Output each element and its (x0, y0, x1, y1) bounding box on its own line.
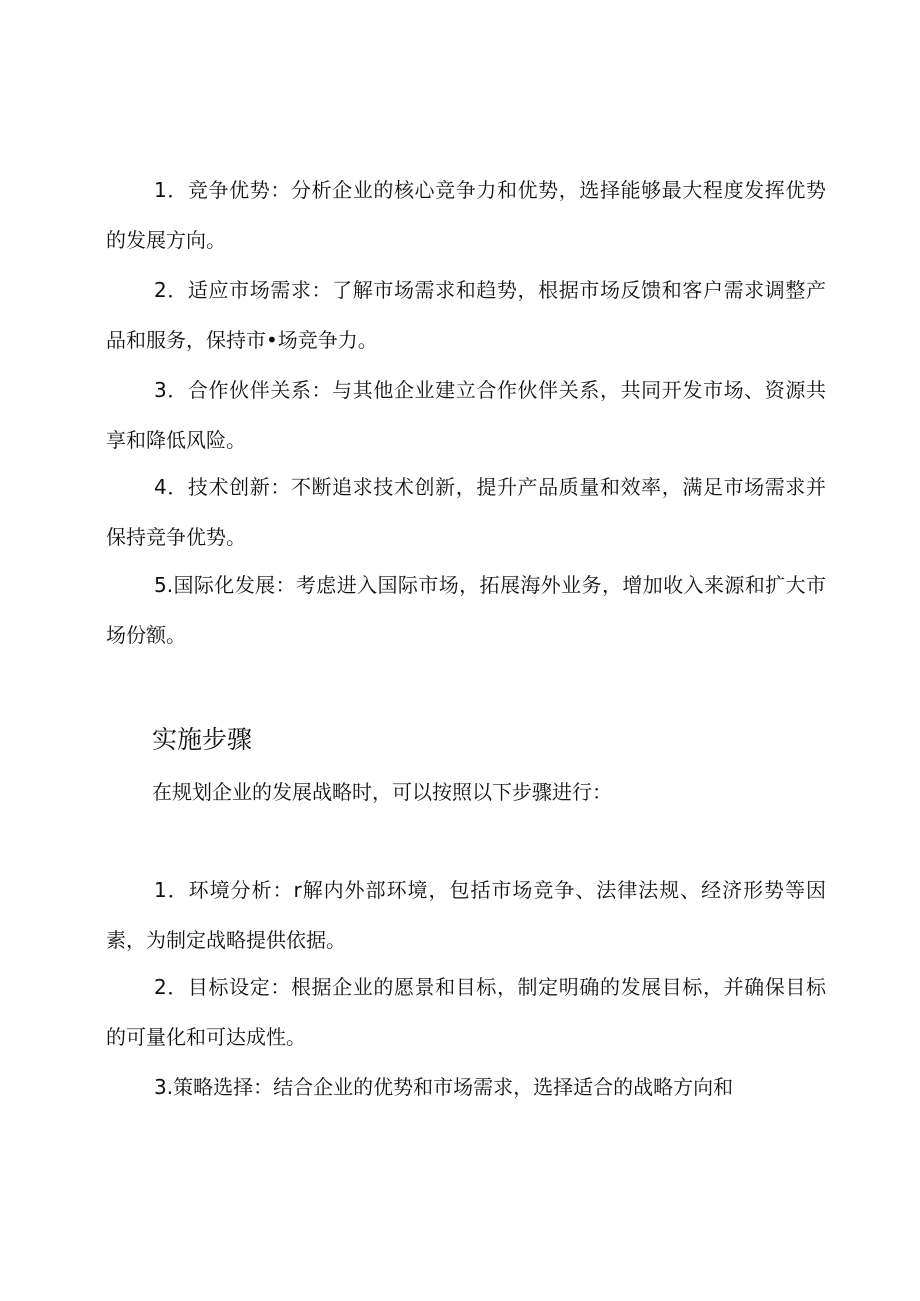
list-item-tech-innovation: 4．技术创新：不断追求技术创新，提升产品质量和效率，满足市场需求并保持竞争优势。 (106, 475, 826, 549)
list-item-strategy-selection: 3.策略选择：结合企业的优势和市场需求，选择适合的战略方向和 (154, 1075, 734, 1099)
section-intro: 在规划企业的发展战略时，可以按照以下步骤进行： (152, 780, 612, 804)
list-item-partnership: 3．合作伙伴关系：与其他企业建立合作伙伴关系，共同开发市场、资源共享和降低风险。 (106, 378, 826, 452)
list-item-goal-setting: 2．目标设定：根据企业的愿景和目标，制定明确的发展目标，并确保目标的可量化和可达成性。 (106, 975, 826, 1049)
list-item-internationalization: 5.国际化发展：考虑进入国际市场，拓展海外业务，增加收入来源和扩大市场份额。 (106, 573, 826, 647)
list-item-environment-analysis: 1．环境分析：r解内外部环境，包括市场竞争、法律法规、经济形势等因素，为制定战略提供依据。 (106, 878, 826, 952)
list-item-competitive-advantage: 1．竞争优势：分析企业的核心竞争力和优势，选择能够最大程度发挥优势的发展方向。 (106, 178, 826, 252)
section-heading: 实施步骤 (152, 725, 253, 754)
list-item-market-demand: 2．适应市场需求：了解市场需求和趋势，根据市场反馈和客户需求调整产品和服务，保持市•场竞争力。 (106, 278, 826, 352)
